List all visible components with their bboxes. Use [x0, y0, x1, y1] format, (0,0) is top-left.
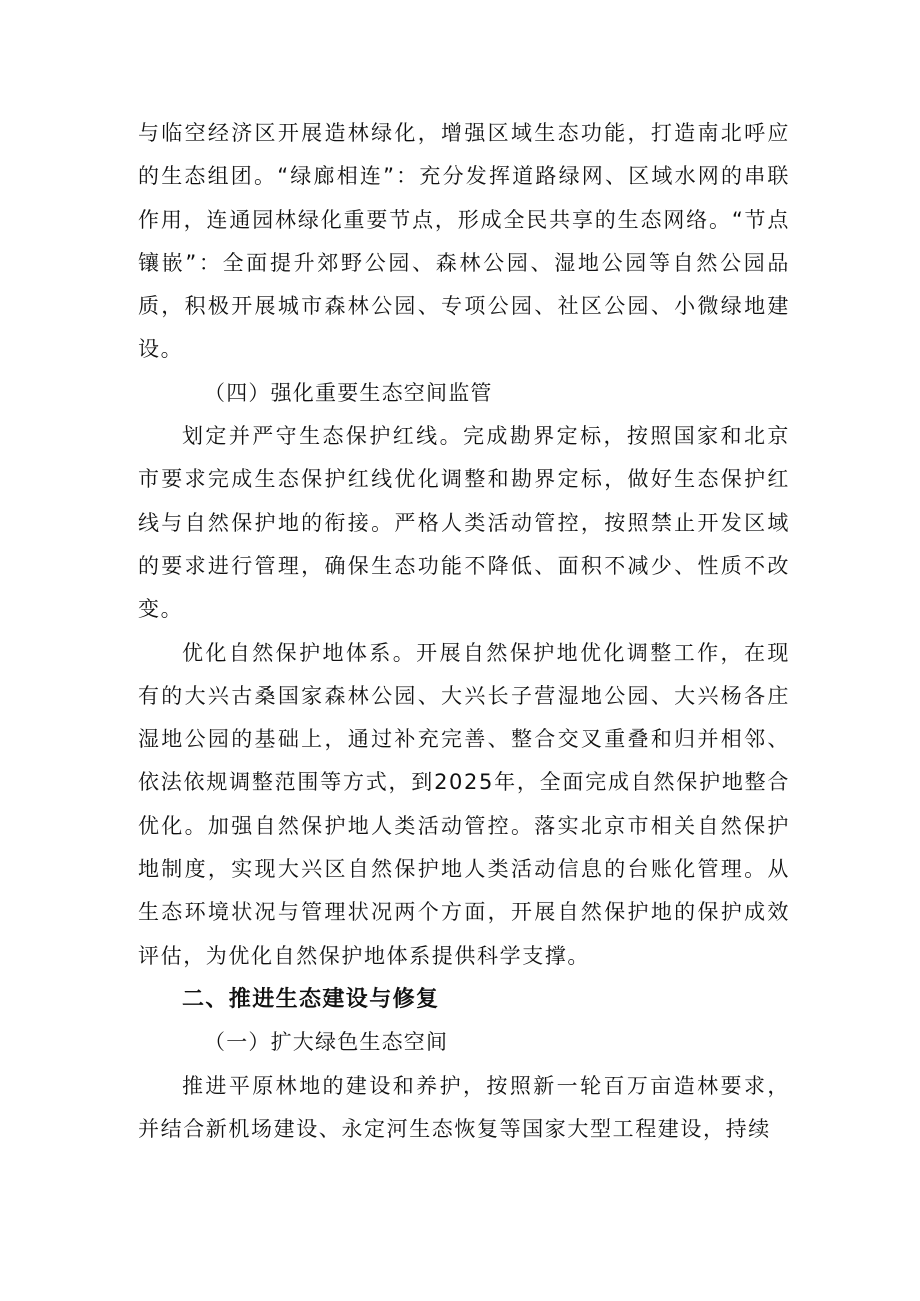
body-paragraph: 优化自然保护地体系。开展自然保护地优化调整工作，在现有的大兴古桑国家森林公园、大兴长子营湿地公园、大兴杨各庄湿地公园的基础上，通过补充完善、整合交叉重叠和归并相邻、依法依规调整范围等方式，到2025年，全面完成自然保护地整合优化。加强自然保护地人类活动管控。落实北京市相关自然保护地制度，实现大兴区自然保护地人类活动信息的台账化管理。从生态环境状况与管理状况两个方面，开展自然保护地的保护成效评估，为优化自然保护地体系提供科学支撑。: [138, 640, 790, 968]
body-paragraph: 划定并严守生态保护红线。完成勘界定标，按照国家和北京市要求完成生态保护红线优化调整和勘界定标，做好生态保护红线与自然保护地的衔接。严格人类活动管控，按照禁止开发区域的要求进行管理，确保生态功能不降低、面积不减少、性质不改变。: [138, 424, 790, 622]
document-body: [138, 112, 790, 1151]
body-paragraph: 推进平原林地的建设和养护，按照新一轮百万亩造林要求，并结合新机场建设、永定河生态恢复等国家大型工程建设，持续: [138, 1073, 790, 1141]
section-subheading: （一）扩大绿色生态空间: [204, 1030, 449, 1055]
section-heading: 二、推进生态建设与修复: [182, 986, 440, 1012]
body-paragraph: 与临空经济区开展造林绿化，增强区域生态功能，打造南北呼应的生态组团。“绿廊相连”：充分发挥道路绿网、区域水网的串联作用，连通园林绿化重要节点，形成全民共享的生态网络。“节点镶嵌”：全面提升郊野公园、森林公园、湿地公园等自然公园品质，积极开展城市森林公园、专项公园、社区公园、小微绿地建设。: [138, 121, 790, 362]
section-subheading: （四）强化重要生态空间监管: [204, 380, 493, 405]
